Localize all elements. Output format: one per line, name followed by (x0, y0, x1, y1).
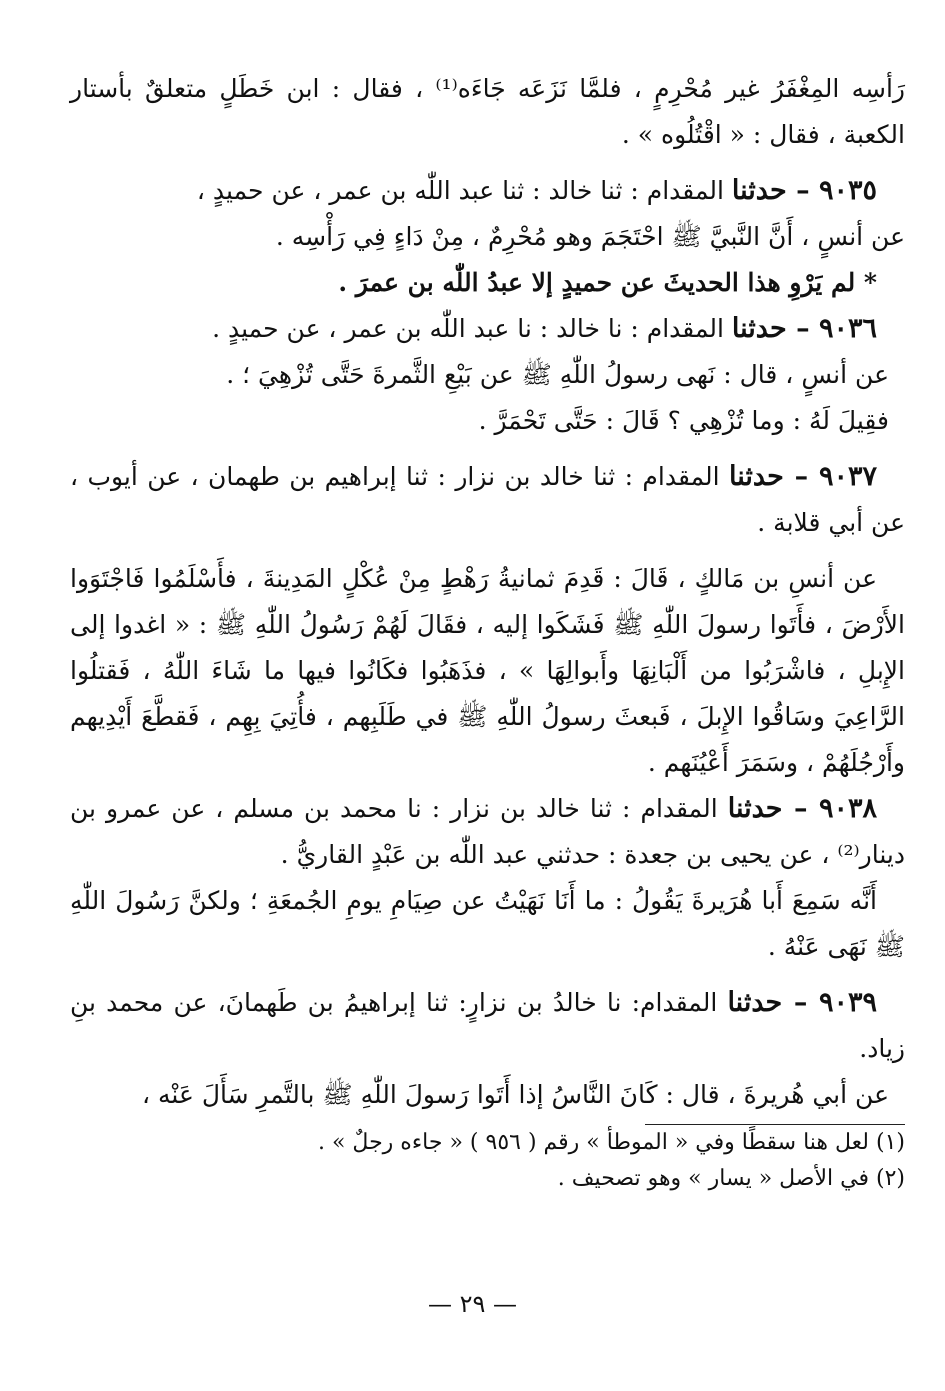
paragraph-0 (70, 66, 905, 158)
hadith-9039 (70, 980, 905, 1072)
note-paragraph (70, 260, 905, 306)
hadith-number: ٩٠٣٩ – حدثنا (727, 987, 877, 1018)
page-body (70, 66, 905, 1197)
paragraph-text: المقدام : ثنا خالد بن نزار : ثنا إبراهيم بن طهمان ، عن أيوب ، عن أبي قلابة . (70, 462, 905, 537)
paragraph-text: عن أنسِ بن مَالكٍ ، قَالَ : قَدِمَ ثمانيةُ رَهْطٍ مِنْ عُكْلٍ المَدِينةَ ، فأَسْلَمُوا فَاجْتَوَوا الأَرْضَ ، فأَتَوا رسولَ اللّٰهِ ﷺ فَشَكَوا إليه ، فقَالَ لَهُمْ رَسُولُ اللّٰهِ ﷺ : « اغدوا إلى الإِبلِ ، فاشْرَبُوا من أَلْبَانِهَا وأَبوالِهَا » ، فذَهَبُوا فكَانُوا فيها ما شَاءَ اللّٰهُ ، فَقتلُوا الرَّاعِيَ وسَاقُوا الإِبلَ ، فَبعثَ رسولُ اللّٰهِ ﷺ في طَلَبِهم ، فأُتِيَ بِهِم ، فَقطَّعَ أَيْدِيهم وأَرْجُلَهُمْ ، وسَمَرَ أَعْيُنَهم . (70, 564, 905, 777)
footnote-2: (٢) في الأصل « يسار » وهو تصحيف . (557, 1166, 905, 1191)
paragraph-text: أَنَّه سَمِعَ أَبا هُرَيرةَ يَقُولُ : ما أَنَا نَهَيْتُ عن صِيَامِ يومِ الجُمعَةِ ؛ ولكنَّ رَسُولَ اللّٰهِ ﷺ نَهَى عَنْهُ . (70, 886, 905, 961)
hadith-number: ٩٠٣٨ – حدثنا (727, 793, 877, 824)
paragraph-text: عن أنسٍ ، قال : نَهى رسولُ اللّٰهِ ﷺ عن بَيْعِ الثَّمرةَ حَتَّى تُزْهِيَ ؛ . (226, 360, 889, 389)
paragraph-text: المقدام : ثنا خالد : ثنا عبد اللّٰه بن عمر ، عن حميدٍ ، (196, 176, 724, 205)
paragraph-text: * لم يَرْوِ هذا الحديثَ عن حميدٍ إلا عبدُ اللّٰه بن عمرَ . (338, 268, 877, 297)
paragraph-text: رَأسِه المِغْفَرُ غير مُحْرِمٍ ، فلمَّا نَزَعَه جَاءَه⁽¹⁾ ، فقال : ابن خَطَلٍ متعلقٌ بأستار الكعبة ، فقال : « اقْتُلُوه » . (70, 74, 905, 149)
paragraph-text: المقدام : ثنا خالد بن نزار : نا محمد بن مسلم ، عن عمرو بن دينار⁽²⁾ ، عن يحيى بن جعدة : حدثني عبد اللّٰه بن عَبْدٍ القاريُّ . (70, 794, 905, 869)
hadith-9037 (70, 454, 905, 546)
paragraph-6 (70, 398, 905, 444)
hadith-number: ٩٠٣٦ – حدثنا (731, 313, 877, 344)
hadith-9036 (70, 306, 905, 352)
hadith-number: ٩٠٣٧ – حدثنا (729, 461, 877, 492)
hadith-9038 (70, 786, 905, 878)
paragraph-8 (70, 556, 905, 786)
paragraph-text: عن أنسٍ ، أَنَّ النَّبيَّ ﷺ احْتَجَمَ وهو مُحْرِمٌ ، مِنْ دَاءٍ فِي رَأْسِه . (275, 222, 905, 251)
paragraph-5 (70, 352, 905, 398)
paragraph-12 (70, 1072, 905, 1118)
paragraph-text: عن أبي هُريرةَ ، قال : كَانَ النَّاسُ إذا أَتَوا رَسولَ اللّٰهِ ﷺ بالتَّمرِ سَأَلَ عَنْه ، (142, 1080, 889, 1109)
paragraph-10 (70, 878, 905, 970)
paragraph-text: المقدام: نا خالدُ بن نزارٍ: ثنا إبراهيمُ بن طَهمانَ، عن محمد بنِ زياد. (70, 988, 905, 1063)
footnote-1: (١) لعل هنا سقطًا وفي « الموطأ » رقم ( ٩٥٦ ) « جاءه رجلٌ » . (317, 1130, 905, 1155)
paragraph-text: فقِيلَ لَهُ : وما تُزْهِي ؟ قَالَ : حَتَّى تَحْمَرَّ . (478, 406, 889, 435)
paragraph-text: المقدام : نا خالد : نا عبد اللّٰه بن عمر ، عن حميدٍ . (212, 314, 724, 343)
hadith-number: ٩٠٣٥ – حدثنا (731, 175, 877, 206)
page-number: — ٢٩ — (427, 1290, 518, 1318)
hadith-9035 (70, 168, 905, 214)
paragraph-2 (70, 214, 905, 260)
